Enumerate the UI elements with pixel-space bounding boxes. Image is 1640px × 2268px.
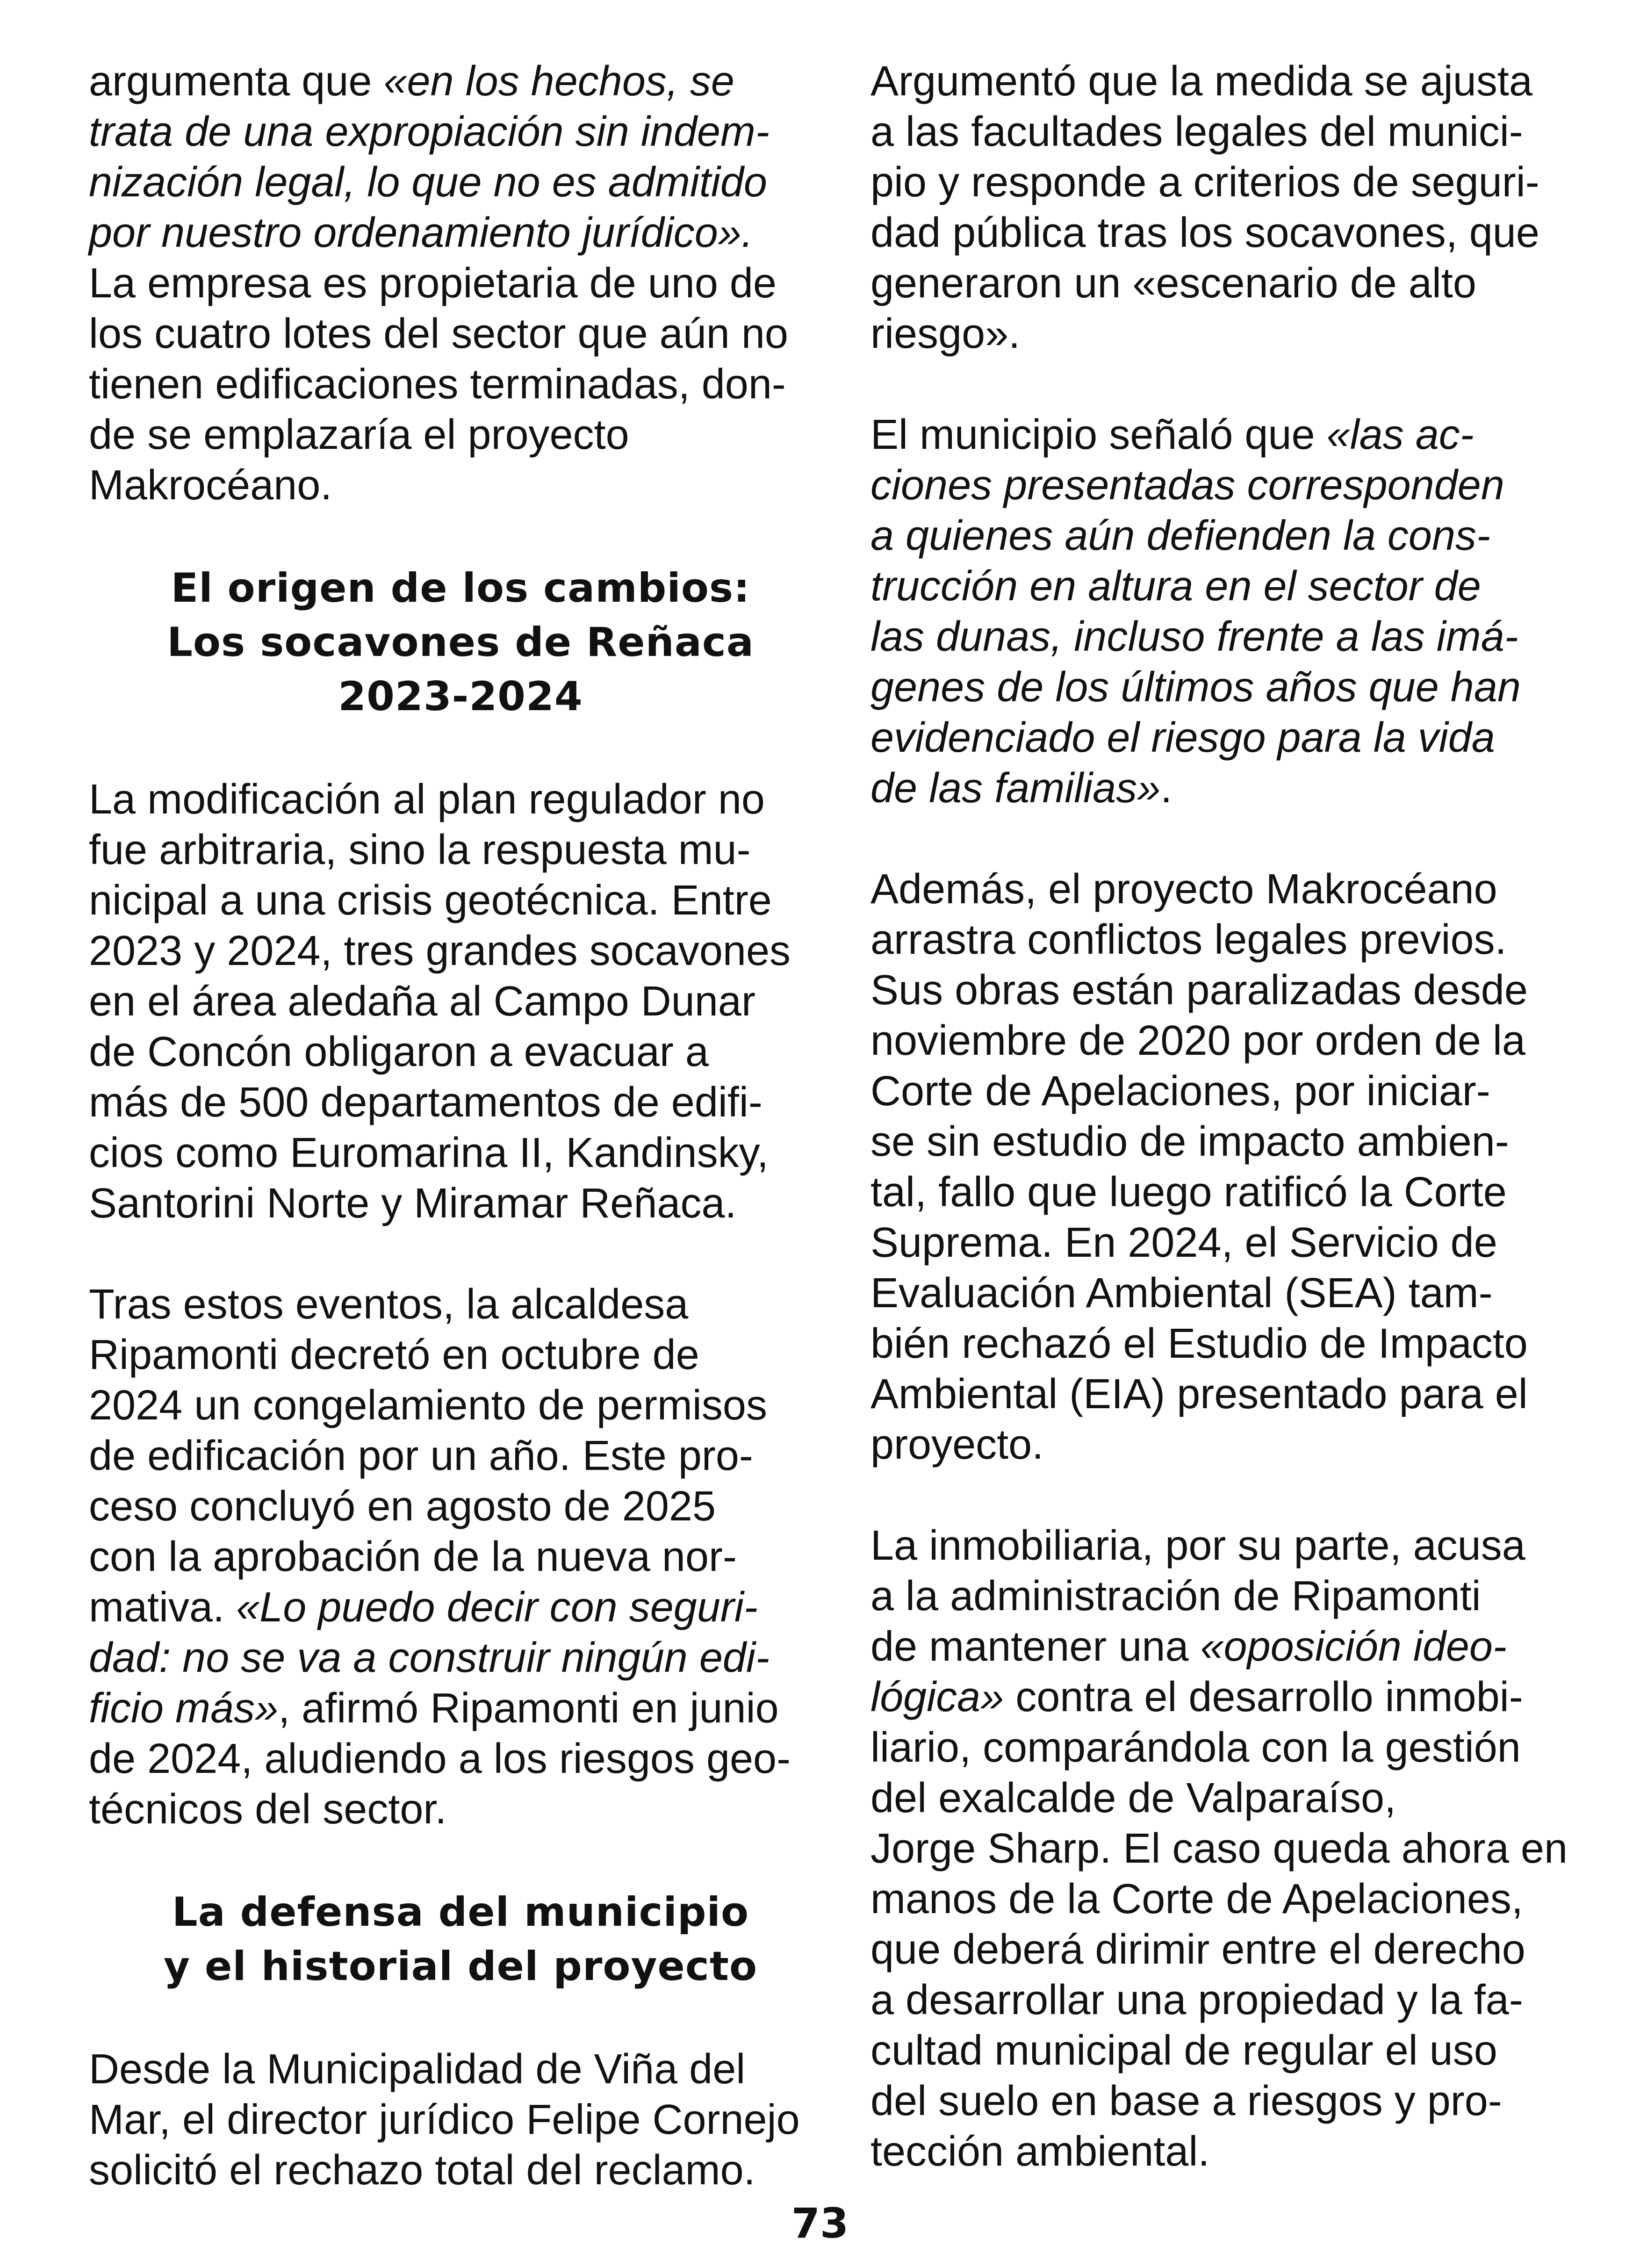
text-line: Sus obras están paralizadas desde — [870, 967, 1528, 1014]
text-line: nicipal a una crisis geotécnica. Entre — [89, 877, 772, 924]
text-line: los cuatro lotes del sector que aún no — [89, 310, 788, 357]
text-line: de mantener una «oposición ideo- — [870, 1623, 1507, 1670]
text-line: cultad municipal de regular el uso — [870, 2027, 1497, 2074]
text-line: manos de la Corte de Apelaciones, — [870, 1876, 1523, 1922]
page-number: 73 — [791, 2199, 849, 2247]
left-column — [89, 56, 832, 2196]
paragraph — [89, 56, 832, 511]
quote-text: ficio más» — [89, 1685, 279, 1732]
text-line: La modificación al plan regulador no — [89, 776, 765, 823]
text-line: Santorini Norte y Miramar Reñaca. — [89, 1180, 737, 1227]
text-line: fue arbitraria, sino la respuesta mu- — [89, 827, 751, 873]
text-line: 2024 un congelamiento de permisos — [89, 1382, 767, 1429]
paragraph-gap — [870, 814, 1614, 864]
heading-line: Los socavones de Reñaca — [167, 619, 754, 666]
paragraph — [870, 1520, 1614, 2177]
heading-line: La defensa del municipio — [172, 1889, 749, 1936]
quote-text: «las ac- — [1326, 411, 1474, 458]
text-line: Jorge Sharp. El caso queda ahora en — [870, 1825, 1568, 1872]
text-line: 2023 y 2024, tres grandes socavones — [89, 928, 791, 974]
paragraph — [89, 1279, 832, 1835]
quote-text: trucción en altura en el sector de — [870, 563, 1481, 610]
paragraph-gap — [89, 724, 832, 774]
paragraph-gap — [870, 1470, 1614, 1520]
text-line: liario, comparándola con la gestión — [870, 1724, 1521, 1771]
text-line: noviembre de 2020 por orden de la — [870, 1017, 1525, 1064]
text-line: de edificación por un año. Este pro- — [89, 1433, 753, 1479]
text-line: Makrocéano. — [89, 462, 332, 509]
text-line: a las facultades legales del munici- — [870, 108, 1523, 155]
paragraph-gap — [870, 359, 1614, 410]
text-line: El municipio señaló que «las ac- — [870, 411, 1474, 458]
text-line: técnicos del sector. — [89, 1786, 447, 1833]
heading-line: 2023-2024 — [338, 673, 583, 720]
text-line: solicitó el rechazo total del reclamo. — [89, 2147, 755, 2194]
text-line — [870, 460, 1614, 511]
quote-text: trata de una expropiación sin indem- — [89, 108, 770, 155]
quote-text: «Lo puedo decir con seguri- — [236, 1584, 758, 1631]
quote-text: ciones presentadas corresponden — [870, 462, 1504, 509]
text-line: arrastra conflictos legales previos. — [870, 916, 1507, 963]
text-line: Evaluación Ambiental (SEA) tam- — [870, 1270, 1493, 1317]
text-line: Corte de Apelaciones, por iniciar- — [870, 1068, 1490, 1115]
text-line — [870, 561, 1614, 612]
text-line: bién rechazó el Estudio de Impacto — [870, 1320, 1528, 1367]
text-line: del suelo en base a riesgos y pro- — [870, 2078, 1502, 2124]
quote-text: a quienes aún defienden la cons- — [870, 512, 1491, 559]
text-line: lógica» contra el desarrollo inmobi- — [870, 1674, 1523, 1721]
text-line — [89, 1633, 832, 1683]
text-line: de 2024, aludiendo a los riesgos geo- — [89, 1735, 791, 1782]
paragraph — [89, 2044, 832, 2196]
section-heading — [89, 561, 832, 724]
text-line: más de 500 departamentos de edifi- — [89, 1079, 762, 1126]
text-line: tal, fallo que luego ratificó la Corte — [870, 1169, 1507, 1216]
text-line: riesgo». — [870, 310, 1021, 357]
text-line: La empresa es propietaria de uno de — [89, 260, 777, 307]
text-line: que deberá dirimir entre el derecho — [870, 1926, 1525, 1973]
quote-text: genes de los últimos años que han — [870, 664, 1521, 711]
paragraph-gap — [89, 1994, 832, 2044]
text-line: ficio más», afirmó Ripamonti en junio — [89, 1685, 779, 1732]
section-heading — [89, 1885, 832, 1994]
text-line: mativa. «Lo puedo decir con seguri- — [89, 1584, 758, 1631]
quote-text: dad: no se va a construir ningún edi- — [89, 1634, 770, 1681]
text-line: con la aprobación de la nueva nor- — [89, 1534, 737, 1580]
text-line: Desde la Municipalidad de Viña del — [89, 2046, 746, 2093]
paragraph-gap — [89, 1835, 832, 1885]
text-line — [870, 662, 1614, 713]
text-line — [89, 157, 832, 208]
text-line: Suprema. En 2024, el Servicio de — [870, 1219, 1497, 1266]
text-line: a la administración de Ripamonti — [870, 1573, 1481, 1620]
quote-text: «oposición ideo- — [1200, 1623, 1507, 1670]
text-line: tienen edificaciones terminadas, don- — [89, 361, 786, 408]
paragraph-gap — [89, 511, 832, 561]
heading-line: El origen de los cambios: — [171, 565, 750, 612]
text-line: de las familias». — [870, 765, 1172, 812]
text-line: tección ambiental. — [870, 2128, 1210, 2175]
paragraph-gap — [89, 1229, 832, 1279]
text-line: del exalcalde de Valparaíso, — [870, 1775, 1396, 1822]
text-line — [870, 612, 1614, 662]
quote-text: nización legal, lo que no es admitido — [89, 159, 767, 206]
text-line: La inmobiliaria, por su parte, acusa — [870, 1522, 1525, 1569]
right-column — [870, 56, 1614, 2177]
text-line: a desarrollar una propiedad y la fa- — [870, 1977, 1523, 2023]
text-line: en el área aledaña al Campo Dunar — [89, 978, 755, 1025]
text-line: argumenta que «en los hechos, se — [89, 58, 734, 105]
text-line: de Concón obligaron a evacuar a — [89, 1029, 709, 1075]
text-line: Mar, el director jurídico Felipe Cornejo — [89, 2096, 800, 2143]
quote-text: «en los hechos, se — [383, 58, 734, 105]
text-line: Tras estos eventos, la alcaldesa — [89, 1281, 689, 1328]
text-line — [89, 107, 832, 157]
paragraph — [870, 56, 1614, 359]
quote-text: por nuestro ordenamiento jurídico». — [89, 209, 753, 256]
text-line — [89, 208, 832, 258]
text-line: de se emplazaría el proyecto — [89, 411, 629, 458]
text-line: proyecto. — [870, 1421, 1044, 1468]
heading-line: y el historial del proyecto — [163, 1943, 758, 1990]
quote-text: lógica» — [870, 1674, 1004, 1721]
quote-text: evidenciado el riesgo para la vida — [870, 714, 1495, 761]
text-line — [870, 713, 1614, 763]
text-line: pio y responde a criterios de seguri- — [870, 159, 1539, 206]
text-line: cios como Euromarina II, Kandinsky, — [89, 1130, 769, 1176]
text-line: Argumentó que la medida se ajusta — [870, 58, 1532, 105]
text-line: Ripamonti decretó en octubre de — [89, 1332, 699, 1378]
paragraph — [870, 864, 1614, 1470]
text-line: Además, el proyecto Makrocéano — [870, 866, 1497, 913]
text-line: dad pública tras los socavones, que — [870, 209, 1539, 256]
text-line: ceso concluyó en agosto de 2025 — [89, 1483, 716, 1530]
paragraph — [870, 410, 1614, 814]
paragraph — [89, 774, 832, 1229]
text-line: generaron un «escenario de alto — [870, 260, 1476, 307]
text-line: Ambiental (EIA) presentado para el — [870, 1371, 1528, 1418]
text-line — [870, 511, 1614, 561]
quote-text: las dunas, incluso frente a las imá- — [870, 613, 1518, 660]
quote-text: de las familias» — [870, 765, 1161, 812]
text-line: se sin estudio de impacto ambien- — [870, 1118, 1509, 1165]
